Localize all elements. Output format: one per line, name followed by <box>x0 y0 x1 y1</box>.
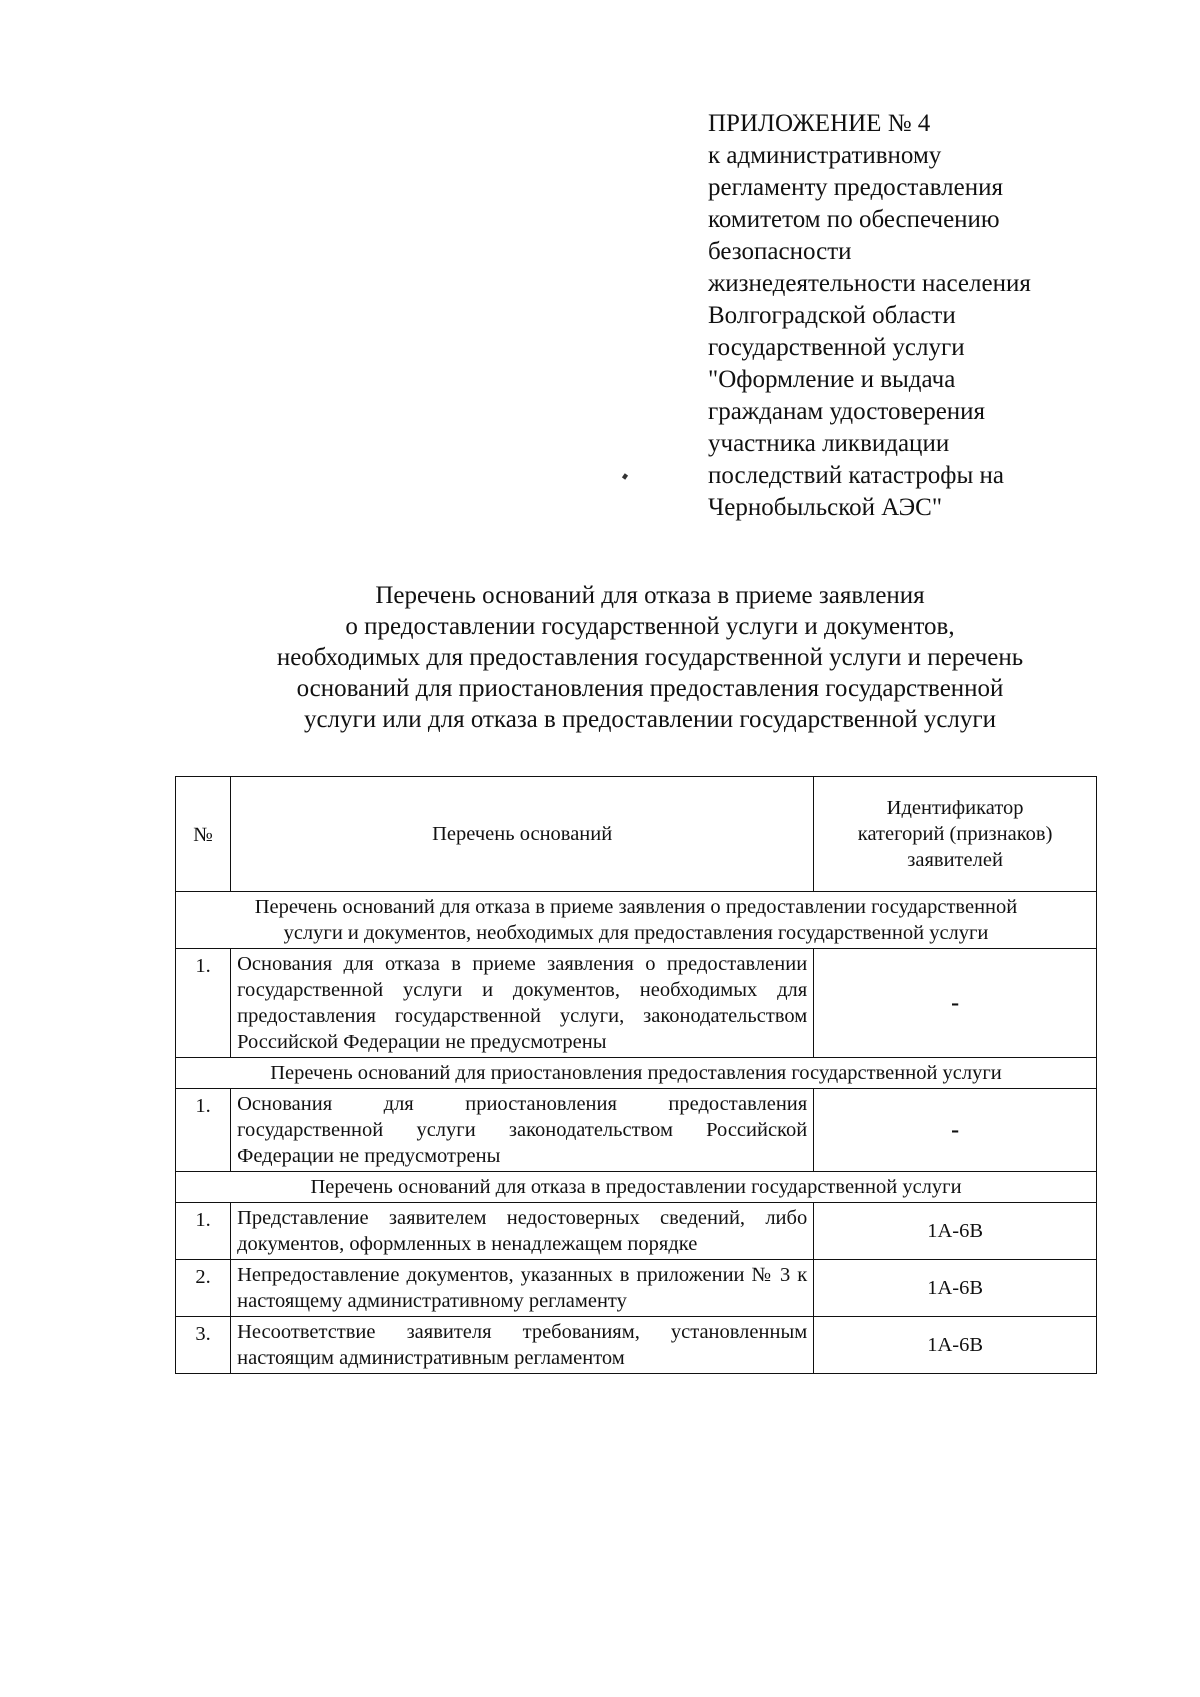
appendix-line: регламенту предоставления <box>708 174 1004 201</box>
title-line: оснований для приостановления предоставления государственной <box>296 675 1004 702</box>
section-row <box>176 1172 1097 1203</box>
grounds-table <box>175 776 1097 1374</box>
row-identifier: 1А-6В <box>814 1203 1097 1260</box>
table-row <box>176 1317 1097 1374</box>
section-title: Перечень оснований для приостановления предоставления государственной услуги <box>176 1058 1097 1089</box>
title-line: необходимых для предоставления государственной услуги и перечень <box>276 644 1024 671</box>
table-row <box>176 1260 1097 1317</box>
row-text: Представление заявителем недостоверных сведений, либо документов, оформленных в ненадлежащем порядке <box>231 1203 814 1260</box>
row-identifier: 1А-6В <box>814 1260 1097 1317</box>
row-num: 2. <box>176 1260 231 1317</box>
header-identifier: Идентификатор категорий (признаков) заявителей <box>814 777 1097 892</box>
document-title <box>150 580 1150 735</box>
section-row <box>176 1058 1097 1089</box>
section-title: Перечень оснований для отказа в предоставлении государственной услуги <box>176 1172 1097 1203</box>
appendix-line: участника ликвидации <box>708 430 950 457</box>
title-line: о предоставлении государственной услуги и документов, <box>345 613 955 640</box>
row-identifier: - <box>814 949 1097 1058</box>
row-text: Основания для приостановления предоставления государственной услуги законодательством Российской Федерации не предусмотрены <box>231 1089 814 1172</box>
row-num: 1. <box>176 1089 231 1172</box>
appendix-heading: ПРИЛОЖЕНИЕ № 4 <box>708 110 931 137</box>
appendix-line: государственной услуги <box>708 334 965 361</box>
appendix-line: безопасности <box>708 238 852 265</box>
appendix-line: к административному <box>708 142 942 169</box>
header-num: № <box>176 777 231 892</box>
appendix-line: последствий катастрофы на <box>708 462 1004 489</box>
section-title: Перечень оснований для отказа в приеме заявления о предоставлении государственной услуги и документов, необходимых для предоставления государственной услуги <box>176 892 1097 949</box>
title-line: Перечень оснований для отказа в приеме заявления <box>375 582 925 609</box>
row-text: Непредоставление документов, указанных в приложении № 3 к настоящему административному регламенту <box>231 1260 814 1317</box>
appendix-line: "Оформление и выдача <box>708 366 956 393</box>
row-text: Основания для отказа в приеме заявления о предоставлении государственной услуги и документов, необходимых для предоставления государственной услуги, законодательством Российской Федерации не предусмотрены <box>231 949 814 1058</box>
table-header-row <box>176 777 1097 892</box>
scan-speck <box>622 473 628 479</box>
appendix-line: комитетом по обеспечению <box>708 206 1000 233</box>
table-row <box>176 949 1097 1058</box>
table-row <box>176 1203 1097 1260</box>
row-num: 3. <box>176 1317 231 1374</box>
row-text: Несоответствие заявителя требованиям, установленным настоящим административным регламентом <box>231 1317 814 1374</box>
row-num: 1. <box>176 1203 231 1260</box>
title-line: услуги или для отказа в предоставлении государственной услуги <box>303 706 997 733</box>
appendix-line: жизнедеятельности населения <box>708 270 1031 297</box>
section-row <box>176 892 1097 949</box>
row-num: 1. <box>176 949 231 1058</box>
table-row <box>176 1089 1097 1172</box>
row-identifier: 1А-6В <box>814 1317 1097 1374</box>
appendix-line: гражданам удостоверения <box>708 398 986 425</box>
appendix-line: Чернобыльской АЭС" <box>708 494 943 521</box>
row-identifier: - <box>814 1089 1097 1172</box>
appendix-block <box>708 108 1138 524</box>
appendix-line: Волгоградской области <box>708 302 956 329</box>
header-grounds: Перечень оснований <box>231 777 814 892</box>
